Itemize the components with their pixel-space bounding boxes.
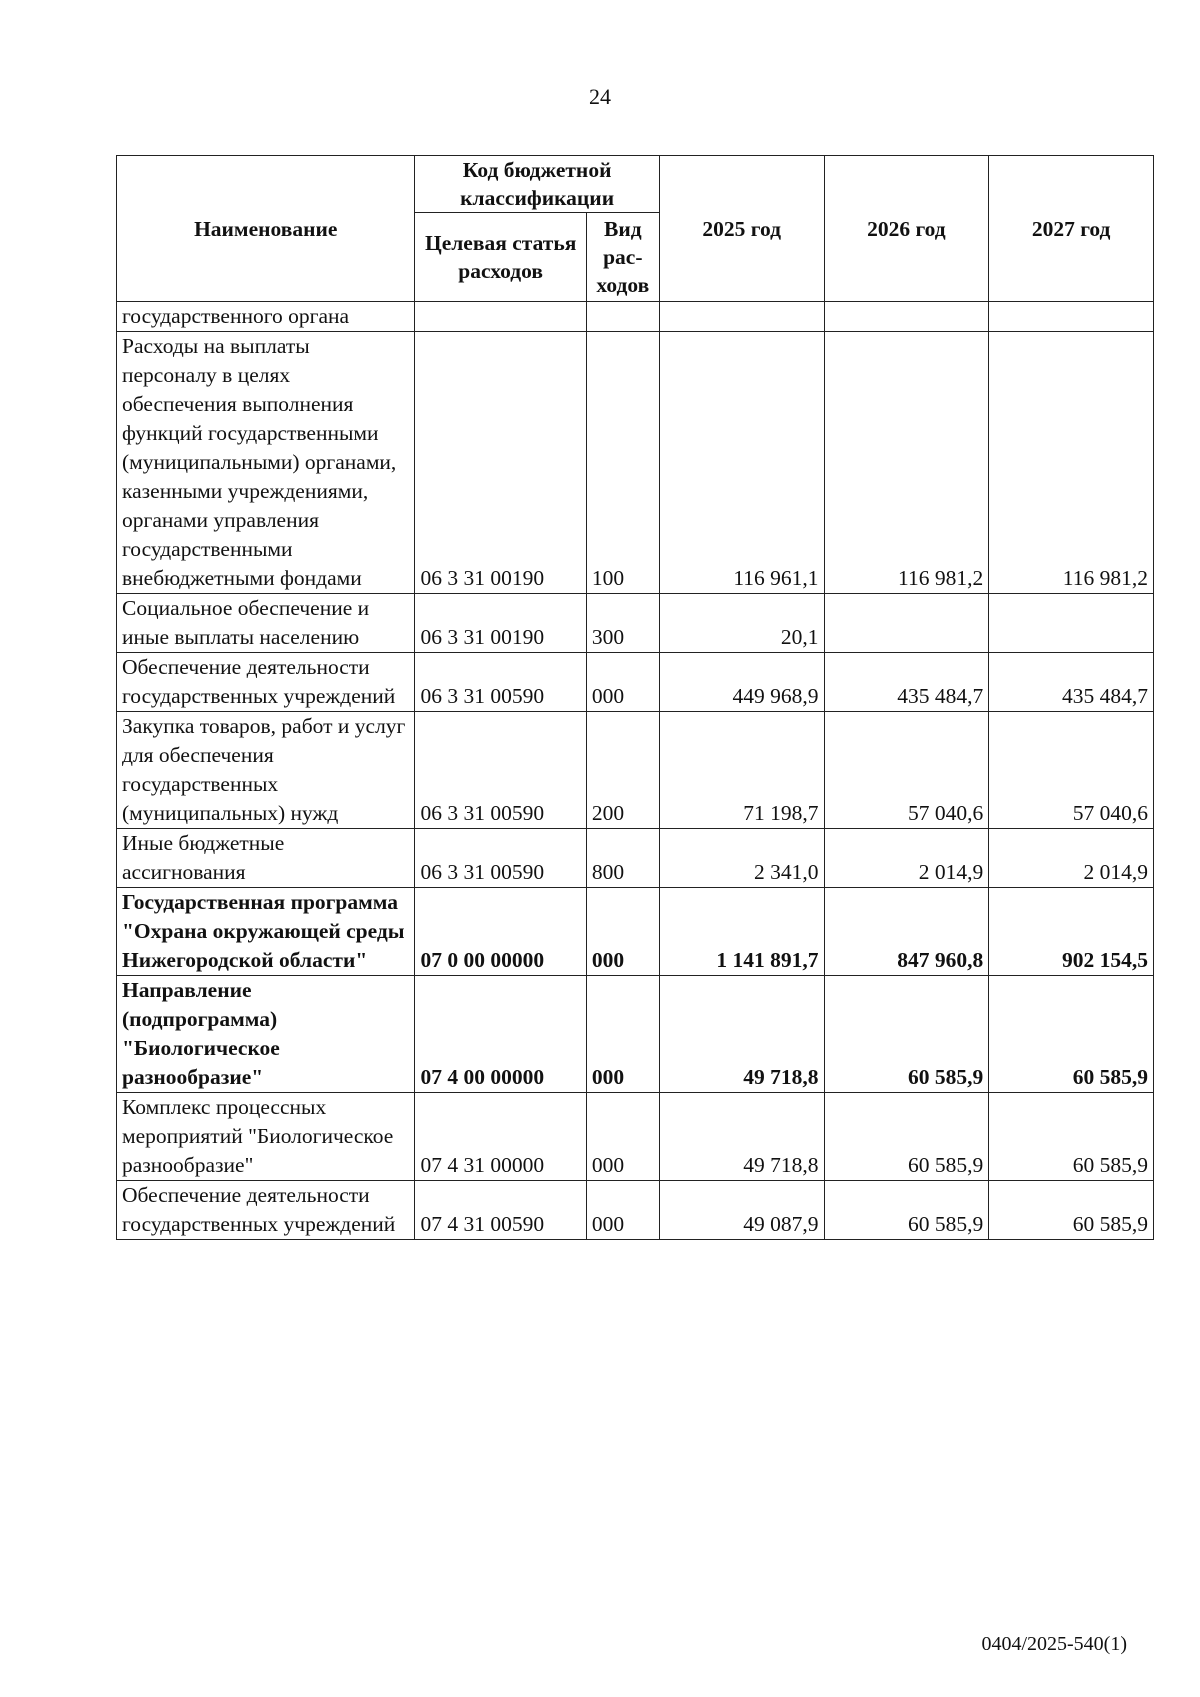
row-code: 06 3 31 00190	[415, 332, 586, 594]
row-name: Комплекс процессных мероприятий "Биологическое разнообразие"	[117, 1093, 415, 1181]
row-kind: 000	[586, 976, 659, 1093]
row-2025: 449 968,9	[659, 653, 824, 712]
row-code: 07 4 31 00000	[415, 1093, 586, 1181]
header-2025: 2025 год	[659, 156, 824, 302]
row-2026: 57 040,6	[824, 712, 989, 829]
row-2025: 71 198,7	[659, 712, 824, 829]
row-name: Иные бюджетные ассигнования	[117, 829, 415, 888]
row-code: 06 3 31 00190	[415, 594, 586, 653]
table-body	[117, 302, 1154, 1240]
row-code	[415, 302, 586, 332]
row-2027: 60 585,9	[989, 976, 1154, 1093]
row-2027	[989, 302, 1154, 332]
row-kind: 000	[586, 888, 659, 976]
row-2026: 116 981,2	[824, 332, 989, 594]
header-2027: 2027 год	[989, 156, 1154, 302]
row-code: 07 4 00 00000	[415, 976, 586, 1093]
row-kind: 800	[586, 829, 659, 888]
table-row	[117, 1093, 1154, 1181]
row-2027: 60 585,9	[989, 1093, 1154, 1181]
row-kind	[586, 302, 659, 332]
row-2026: 60 585,9	[824, 976, 989, 1093]
row-2026: 60 585,9	[824, 1093, 989, 1181]
table-header	[117, 156, 1154, 302]
row-name: государственного органа	[117, 302, 415, 332]
table-row	[117, 712, 1154, 829]
header-expense-kind: Вид рас- ходов	[586, 213, 659, 302]
row-name: Расходы на выплаты персоналу в целях обеспечения выполнения функций государственными (муниципальными) органами, казенными учреждениями, органами управления государственными внебюджетными фондами	[117, 332, 415, 594]
row-name: Обеспечение деятельности государственных учреждений	[117, 653, 415, 712]
row-2026: 847 960,8	[824, 888, 989, 976]
row-name: Направление (подпрограмма) "Биологическое разнообразие"	[117, 976, 415, 1093]
table-row	[117, 653, 1154, 712]
row-2026	[824, 594, 989, 653]
row-2026: 60 585,9	[824, 1181, 989, 1240]
row-2027	[989, 594, 1154, 653]
row-2025: 1 141 891,7	[659, 888, 824, 976]
budget-table	[116, 155, 1154, 1240]
row-2026: 2 014,9	[824, 829, 989, 888]
row-2027: 902 154,5	[989, 888, 1154, 976]
row-code: 06 3 31 00590	[415, 829, 586, 888]
row-kind: 200	[586, 712, 659, 829]
row-2025: 49 718,8	[659, 1093, 824, 1181]
table-row	[117, 888, 1154, 976]
row-2025	[659, 302, 824, 332]
row-2025: 116 961,1	[659, 332, 824, 594]
table-row	[117, 594, 1154, 653]
row-2025: 2 341,0	[659, 829, 824, 888]
row-kind: 300	[586, 594, 659, 653]
row-2026	[824, 302, 989, 332]
row-name: Обеспечение деятельности государственных учреждений	[117, 1181, 415, 1240]
row-code: 07 4 31 00590	[415, 1181, 586, 1240]
row-name: Государственная программа "Охрана окружающей среды Нижегородской области"	[117, 888, 415, 976]
row-kind: 100	[586, 332, 659, 594]
row-2027: 116 981,2	[989, 332, 1154, 594]
row-2025: 49 087,9	[659, 1181, 824, 1240]
row-2027: 57 040,6	[989, 712, 1154, 829]
row-code: 06 3 31 00590	[415, 712, 586, 829]
row-kind: 000	[586, 1093, 659, 1181]
row-kind: 000	[586, 653, 659, 712]
row-2025: 20,1	[659, 594, 824, 653]
header-code-group: Код бюджетной классификации	[415, 156, 659, 213]
page-number: 24	[589, 84, 611, 109]
row-code: 06 3 31 00590	[415, 653, 586, 712]
document-id: 0404/2025-540(1)	[981, 1633, 1127, 1655]
table-row	[117, 976, 1154, 1093]
row-2027: 2 014,9	[989, 829, 1154, 888]
row-2025: 49 718,8	[659, 976, 824, 1093]
header-name: Наименование	[117, 156, 415, 302]
header-target-article: Целевая статья расходов	[415, 213, 586, 302]
table-row	[117, 1181, 1154, 1240]
row-name: Социальное обеспечение и иные выплаты населению	[117, 594, 415, 653]
row-kind: 000	[586, 1181, 659, 1240]
row-code: 07 0 00 00000	[415, 888, 586, 976]
row-name: Закупка товаров, работ и услуг для обеспечения государственных (муниципальных) нужд	[117, 712, 415, 829]
row-2026: 435 484,7	[824, 653, 989, 712]
header-2026: 2026 год	[824, 156, 989, 302]
row-2027: 60 585,9	[989, 1181, 1154, 1240]
table-row	[117, 332, 1154, 594]
row-2027: 435 484,7	[989, 653, 1154, 712]
table-row	[117, 829, 1154, 888]
table-row	[117, 302, 1154, 332]
